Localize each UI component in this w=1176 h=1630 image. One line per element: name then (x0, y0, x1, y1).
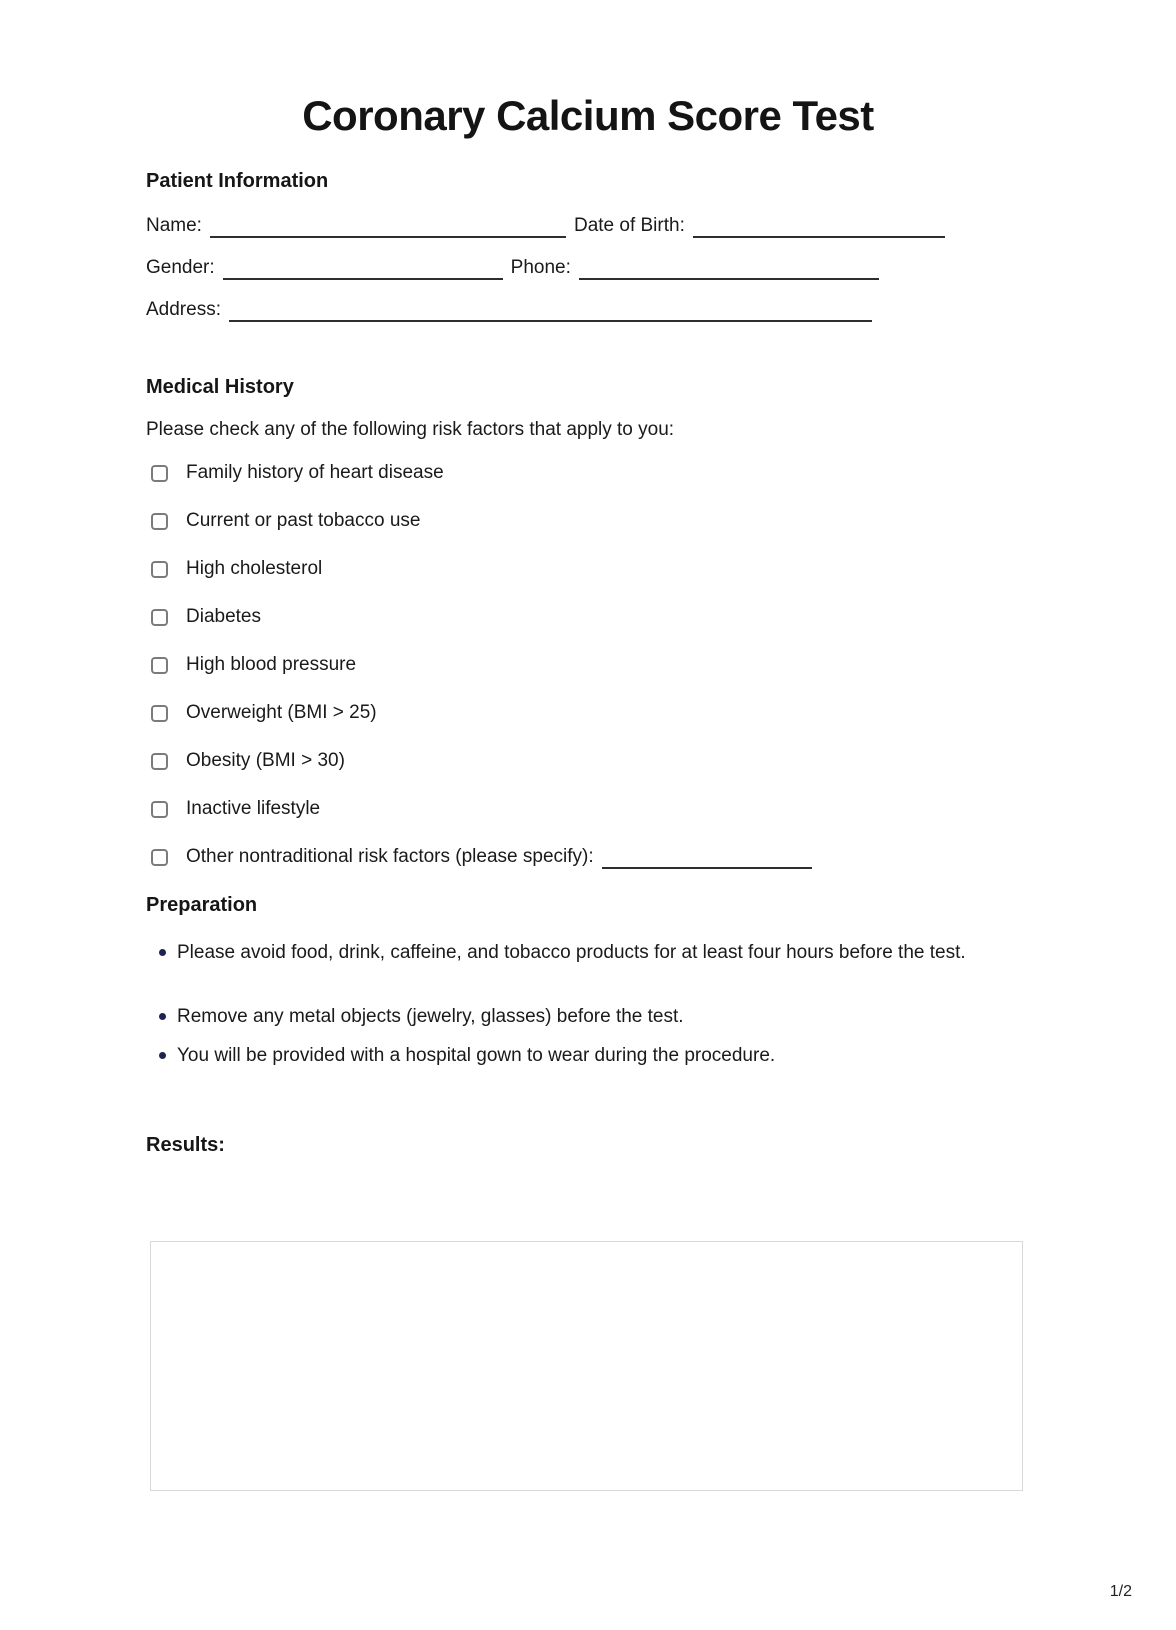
document-page (146, 0, 1030, 1630)
risk-factor-checkbox[interactable] (151, 801, 168, 818)
preparation-item-text: Please avoid food, drink, caffeine, and tobacco products for at least four hours before the test. (177, 942, 966, 963)
gender-field-line[interactable] (223, 255, 503, 280)
medical-history-heading: Medical History (146, 376, 294, 398)
risk-factor-row (146, 605, 261, 629)
other-specify-field-line[interactable] (602, 847, 812, 869)
preparation-item (146, 1044, 1027, 1067)
address-row (146, 295, 872, 322)
risk-factor-row (146, 653, 356, 677)
risk-factor-label: Diabetes (186, 606, 261, 627)
preparation-item-text: You will be provided with a hospital gown to wear during the procedure. (177, 1045, 776, 1066)
preparation-item (146, 941, 1027, 964)
phone-field-line[interactable] (579, 255, 879, 280)
risk-factor-label: Inactive lifestyle (186, 798, 321, 819)
patient-information-heading: Patient Information (146, 170, 329, 192)
preparation-heading: Preparation (146, 894, 258, 916)
risk-factor-row (146, 461, 444, 485)
dob-label: Date of Birth: (573, 215, 685, 236)
risk-factor-row-other (146, 845, 812, 869)
risk-factor-checkbox[interactable] (151, 609, 168, 626)
phone-label: Phone: (510, 257, 571, 278)
risk-factor-label: Obesity (BMI > 30) (186, 750, 345, 771)
risk-factor-row (146, 557, 322, 581)
risk-factor-label: High cholesterol (186, 558, 323, 579)
risk-factor-checkbox[interactable] (151, 657, 168, 674)
address-field-line[interactable] (229, 297, 872, 322)
bullet-icon (159, 1013, 166, 1020)
risk-factor-row (146, 701, 377, 725)
bullet-icon (159, 1052, 166, 1059)
risk-factor-label: Other nontraditional risk factors (please specify): (186, 846, 594, 867)
bullet-icon (159, 949, 166, 956)
preparation-item (146, 1005, 1027, 1028)
results-heading: Results: (146, 1134, 225, 1156)
gender-label: Gender: (146, 257, 215, 278)
risk-factor-label: Family history of heart disease (186, 462, 444, 483)
risk-factor-instruction: Please check any of the following risk factors that apply to you: (146, 419, 675, 440)
page-title: Coronary Calcium Score Test (302, 92, 874, 139)
dob-field-line[interactable] (693, 213, 945, 238)
risk-factor-label: Current or past tobacco use (186, 510, 421, 531)
address-label: Address: (146, 299, 221, 320)
risk-factor-checkbox[interactable] (151, 465, 168, 482)
risk-factor-label: Overweight (BMI > 25) (186, 702, 377, 723)
name-label: Name: (146, 215, 202, 236)
risk-factor-checkbox[interactable] (151, 513, 168, 530)
risk-factor-label: High blood pressure (186, 654, 357, 675)
risk-factor-checkbox[interactable] (151, 561, 168, 578)
name-dob-row (146, 211, 945, 238)
risk-factor-row (146, 749, 345, 773)
results-box[interactable] (150, 1241, 1023, 1491)
risk-factor-row (146, 797, 320, 821)
name-field-line[interactable] (210, 213, 566, 238)
gender-phone-row (146, 253, 879, 280)
risk-factor-row (146, 509, 420, 533)
risk-factor-checkbox[interactable] (151, 705, 168, 722)
page-number: 1/2 (1109, 1583, 1132, 1600)
preparation-item-text: Remove any metal objects (jewelry, glasses) before the test. (177, 1006, 684, 1027)
risk-factor-checkbox[interactable] (151, 753, 168, 770)
risk-factor-checkbox[interactable] (151, 849, 168, 866)
